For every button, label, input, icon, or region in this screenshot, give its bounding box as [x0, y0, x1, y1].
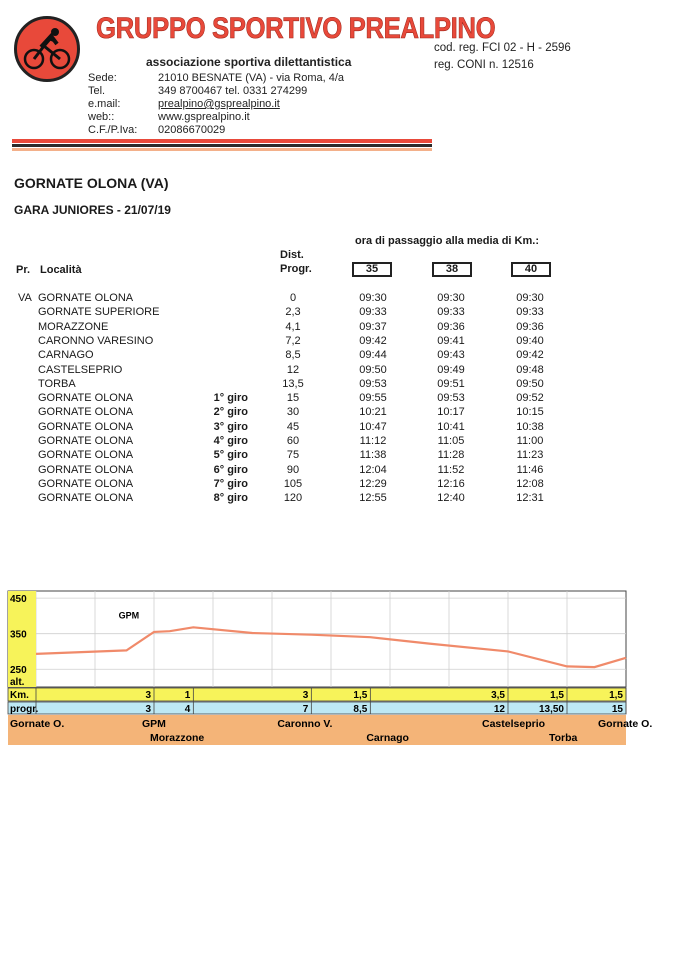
row-distance: 60: [286, 435, 300, 447]
race-name: GARA JUNIORES - 21/07/19: [14, 203, 171, 217]
town-label: Carnago: [366, 732, 409, 744]
row-location: GORNATE OLONA: [38, 463, 134, 476]
row-time-40: 09:48: [516, 363, 544, 376]
speed-header: ora di passaggio alla media di Km.:: [355, 235, 539, 247]
vat-number: 02086670029: [158, 124, 226, 136]
contact-label: web::: [88, 111, 115, 123]
town-label: Morazzone: [150, 732, 205, 744]
table-row: [0, 406, 678, 420]
row-location: CARNAGO: [38, 349, 94, 362]
contact-label: e.mail:: [88, 98, 121, 110]
divider-red: [12, 139, 432, 143]
row-time-38: 11:52: [437, 463, 465, 476]
row-lap: 8° giro: [213, 492, 248, 505]
row-time-35: 12:04: [359, 463, 387, 476]
row-time-40: 11:46: [516, 463, 544, 476]
row-distance: 2,3: [285, 306, 301, 319]
progr-band: [8, 702, 626, 714]
speed-35-box: 35: [352, 262, 392, 277]
row-time-35: 09:33: [359, 306, 387, 319]
table-row: [0, 492, 678, 506]
row-distance: 13,5: [282, 377, 304, 390]
row-distance: 120: [283, 492, 303, 505]
row-time-40: 09:52: [516, 392, 544, 405]
table-row: [0, 292, 678, 306]
speed-38-box: 38: [432, 262, 472, 277]
progr-value: 12: [493, 704, 505, 715]
row-time-35: 09:53: [359, 377, 387, 390]
row-time-38: 10:17: [437, 406, 465, 419]
row-time-38: 09:49: [437, 363, 465, 376]
row-location: CASTELSEPRIO: [38, 363, 123, 376]
town-label: Gornate O.: [10, 718, 65, 730]
row-location: MORAZZONE: [38, 320, 109, 333]
row-location: GORNATE OLONA: [38, 435, 134, 447]
website-link[interactable]: www.gsprealpino.it: [158, 111, 250, 123]
row-location: GORNATE OLONA: [38, 477, 134, 490]
row-location: GORNATE OLONA: [38, 392, 134, 405]
row-time-38: 09:51: [437, 377, 465, 390]
pr-header: Pr.: [16, 264, 31, 276]
row-time-35: 09:55: [359, 392, 387, 405]
y-tick-label: 450: [10, 594, 27, 606]
row-distance: 4,1: [285, 320, 301, 333]
km-value: 1,5: [353, 690, 368, 701]
speed-40-box: 40: [511, 262, 551, 277]
row-time-40: 09:36: [516, 320, 544, 333]
club-subtitle: associazione sportiva dilettantistica: [146, 55, 352, 69]
row-distance: 105: [283, 477, 303, 490]
contact-label: C.F./P.Iva:: [88, 124, 138, 136]
table-row: [0, 392, 678, 406]
row-lap: 6° giro: [213, 463, 248, 476]
row-time-35: 12:29: [359, 477, 387, 490]
row-time-40: 11:23: [516, 449, 544, 462]
race-location: GORNATE OLONA (VA): [14, 175, 169, 191]
row-time-35: 10:21: [359, 406, 387, 419]
row-time-35: 11:12: [359, 435, 387, 447]
row-location: TORBA: [38, 377, 76, 390]
row-location: GORNATE OLONA: [38, 492, 134, 505]
alt-label: alt.: [10, 677, 25, 688]
row-time-40: 09:40: [516, 334, 544, 347]
row-lap: 1° giro: [213, 392, 248, 405]
km-value: 1,5: [609, 690, 623, 701]
row-time-40: 11:00: [516, 435, 544, 447]
row-time-35: 09:42: [359, 334, 387, 347]
table-row: [0, 306, 678, 320]
dist-header: Dist.: [280, 249, 304, 261]
row-time-35: 09:50: [359, 363, 387, 376]
progr-value: 7: [302, 704, 309, 715]
row-distance: 15: [286, 392, 300, 405]
location-header: Località: [40, 264, 82, 276]
table-row: [0, 349, 678, 363]
row-location: CARONNO VARESINO: [38, 334, 154, 347]
progr-value: 3: [145, 704, 151, 715]
row-distance: 7,2: [285, 334, 301, 347]
cyclist-icon: [17, 19, 77, 79]
row-distance: 30: [286, 406, 300, 419]
row-distance: 90: [286, 463, 300, 476]
town-label: GPM: [142, 718, 166, 730]
km-value: 1,5: [550, 690, 564, 701]
plot-area: [8, 591, 626, 687]
row-time-40: 12:31: [516, 492, 544, 505]
address: 21010 BESNATE (VA) - via Roma, 4/a: [158, 72, 345, 84]
row-time-40: 09:33: [516, 306, 544, 319]
progr-value: 4: [184, 704, 191, 715]
table-row: [0, 478, 678, 492]
row-time-38: 09:53: [437, 392, 465, 405]
progr-label: progr.: [10, 704, 39, 715]
divider-peach: [12, 148, 432, 151]
row-time-38: 10:41: [437, 420, 465, 433]
row-lap: 7° giro: [213, 477, 248, 490]
row-time-40: 10:15: [516, 406, 544, 419]
phone-numbers: 349 8700467 tel. 0331 274299: [158, 85, 308, 97]
row-time-40: 09:50: [516, 377, 544, 390]
table-row: [0, 435, 678, 449]
row-time-38: 11:05: [437, 435, 465, 447]
row-distance: 8,5: [285, 349, 301, 362]
row-time-40: 10:38: [516, 420, 544, 433]
row-location: GORNATE OLONA: [38, 292, 134, 304]
row-time-38: 12:16: [437, 477, 465, 490]
km-value: 3: [302, 690, 309, 701]
row-time-38: 09:30: [437, 292, 465, 304]
coni-registration: reg. CONI n. 12516: [434, 59, 534, 71]
row-time-35: 10:47: [359, 420, 387, 433]
table-row: [0, 321, 678, 335]
km-value: 3,5: [491, 690, 505, 701]
town-label: Castelseprio: [482, 718, 546, 730]
km-value: 3: [145, 690, 151, 701]
row-distance: 45: [286, 420, 300, 433]
club-logo: [14, 16, 80, 82]
row-lap: 4° giro: [213, 435, 248, 447]
progr-value: 15: [611, 704, 623, 715]
km-value: 1: [184, 690, 191, 701]
row-time-35: 11:38: [359, 449, 387, 462]
row-lap: 3° giro: [213, 420, 248, 433]
y-tick-label: 350: [10, 629, 27, 641]
progr-value: 8,5: [353, 704, 368, 715]
row-location: GORNATE OLONA: [38, 420, 134, 433]
row-time-35: 09:30: [359, 292, 387, 304]
contact-label: Tel.: [88, 85, 106, 97]
row-location: GORNATE SUPERIORE: [38, 306, 160, 319]
progr-header: Progr.: [280, 263, 312, 275]
row-time-38: 09:43: [437, 349, 465, 362]
row-distance: 12: [286, 363, 300, 376]
gpm-label: GPM: [118, 610, 140, 621]
row-province: VA: [18, 292, 32, 304]
row-location: GORNATE OLONA: [38, 406, 134, 419]
km-label: Km.: [10, 690, 29, 701]
row-lap: 5° giro: [213, 449, 248, 462]
town-label: Caronno V.: [277, 718, 333, 730]
table-row: [0, 449, 678, 463]
progr-value: 13,50: [538, 704, 564, 715]
contact-label: Sede:: [88, 72, 117, 84]
elevation-profile: [0, 588, 678, 753]
divider-black: [12, 144, 432, 147]
table-row: [0, 421, 678, 435]
table-row: [0, 364, 678, 378]
town-label: Gornate O.: [598, 718, 653, 730]
y-tick-label: 250: [10, 665, 27, 677]
km-band: [8, 688, 626, 701]
row-time-38: 09:36: [437, 320, 465, 333]
row-time-38: 09:33: [437, 306, 465, 319]
row-time-35: 09:44: [359, 349, 387, 362]
table-row: [0, 464, 678, 478]
row-time-35: 12:55: [359, 492, 387, 505]
row-time-40: 09:30: [516, 292, 544, 304]
row-time-38: 12:40: [437, 492, 465, 505]
row-time-40: 12:08: [516, 477, 544, 490]
row-time-38: 11:28: [437, 449, 465, 462]
club-name: GRUPPO SPORTIVO PREALPINO: [96, 12, 496, 45]
row-distance: 75: [286, 449, 300, 462]
town-label: Torba: [549, 732, 578, 744]
fci-registration: cod. reg. FCI 02 - H - 2596: [434, 42, 571, 54]
row-time-40: 09:42: [516, 349, 544, 362]
row-lap: 2° giro: [213, 406, 248, 419]
table-row: [0, 335, 678, 349]
table-row: [0, 378, 678, 392]
row-location: GORNATE OLONA: [38, 449, 134, 462]
row-distance: 0: [289, 292, 297, 304]
row-time-38: 09:41: [437, 334, 465, 347]
email-link[interactable]: prealpino@gsprealpino.it: [158, 98, 280, 110]
row-time-35: 09:37: [359, 320, 387, 333]
